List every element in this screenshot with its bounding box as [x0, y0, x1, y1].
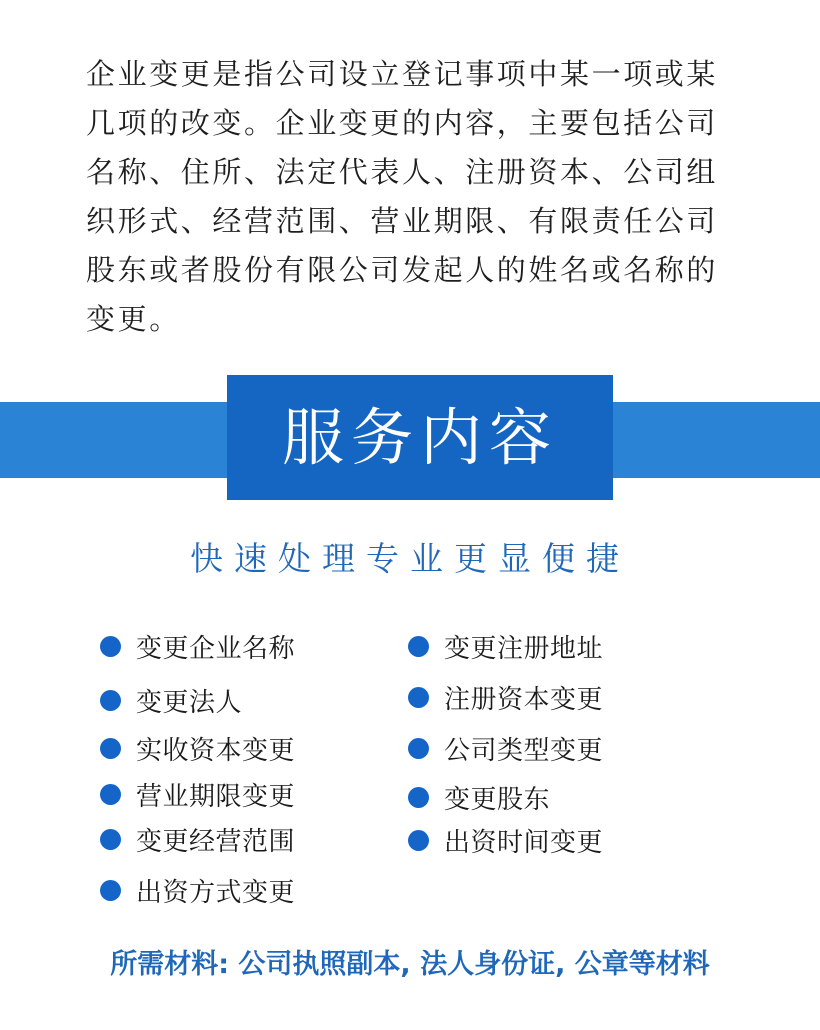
bullet-dot-icon — [100, 880, 121, 901]
bullet-dot-icon — [100, 738, 121, 759]
intro-line: 几项的改变。企业变更的内容，主要包括公司 — [86, 106, 719, 140]
service-label: 变更法人 — [136, 687, 243, 718]
bullet-dot-icon — [408, 738, 429, 759]
service-label: 变更企业名称 — [136, 633, 296, 664]
service-item — [100, 730, 295, 766]
section-title: 服务内容 — [281, 400, 558, 474]
intro-line: 变更。 — [86, 302, 181, 336]
service-label: 注册资本变更 — [444, 684, 604, 715]
bullet-dot-icon — [408, 636, 429, 657]
bullet-dot-icon — [100, 690, 121, 711]
service-item — [100, 682, 242, 718]
bullet-dot-icon — [100, 636, 121, 657]
service-label: 变更股东 — [444, 784, 551, 815]
intro-line: 股东或者股份有限公司发起人的姓名或名称的 — [86, 253, 719, 287]
intro-line: 织形式、经营范围、营业期限、有限责任公司 — [86, 204, 719, 238]
service-item — [100, 776, 295, 812]
service-label: 变更注册地址 — [444, 633, 604, 664]
service-item — [408, 779, 550, 815]
service-item — [408, 730, 603, 766]
service-item — [408, 628, 603, 664]
required-materials: 所需材料: 公司执照副本, 法人身份证, 公章等材料 — [110, 949, 710, 980]
service-label: 营业期限变更 — [136, 781, 296, 812]
service-label: 出资方式变更 — [136, 877, 296, 908]
intro-line: 企业变更是指公司设立登记事项中某一项或某 — [86, 57, 719, 91]
bullet-dot-icon — [100, 784, 121, 805]
service-item — [100, 821, 295, 857]
intro-paragraph — [86, 50, 736, 344]
intro-line: 名称、住所、法定代表人、注册资本、公司组 — [86, 155, 719, 189]
service-item — [408, 679, 603, 715]
service-item — [100, 872, 295, 908]
service-item — [408, 822, 603, 858]
service-label: 变更经营范围 — [136, 826, 296, 857]
bullet-dot-icon — [408, 787, 429, 808]
service-label: 出资时间变更 — [444, 827, 604, 858]
bullet-dot-icon — [408, 830, 429, 851]
bullet-dot-icon — [408, 687, 429, 708]
service-label: 实收资本变更 — [136, 735, 296, 766]
bullet-dot-icon — [100, 829, 121, 850]
service-label: 公司类型变更 — [444, 735, 604, 766]
service-item — [100, 628, 295, 664]
section-subtitle: 快速处理专业更显便捷 — [190, 539, 630, 578]
section-banner — [227, 375, 613, 500]
